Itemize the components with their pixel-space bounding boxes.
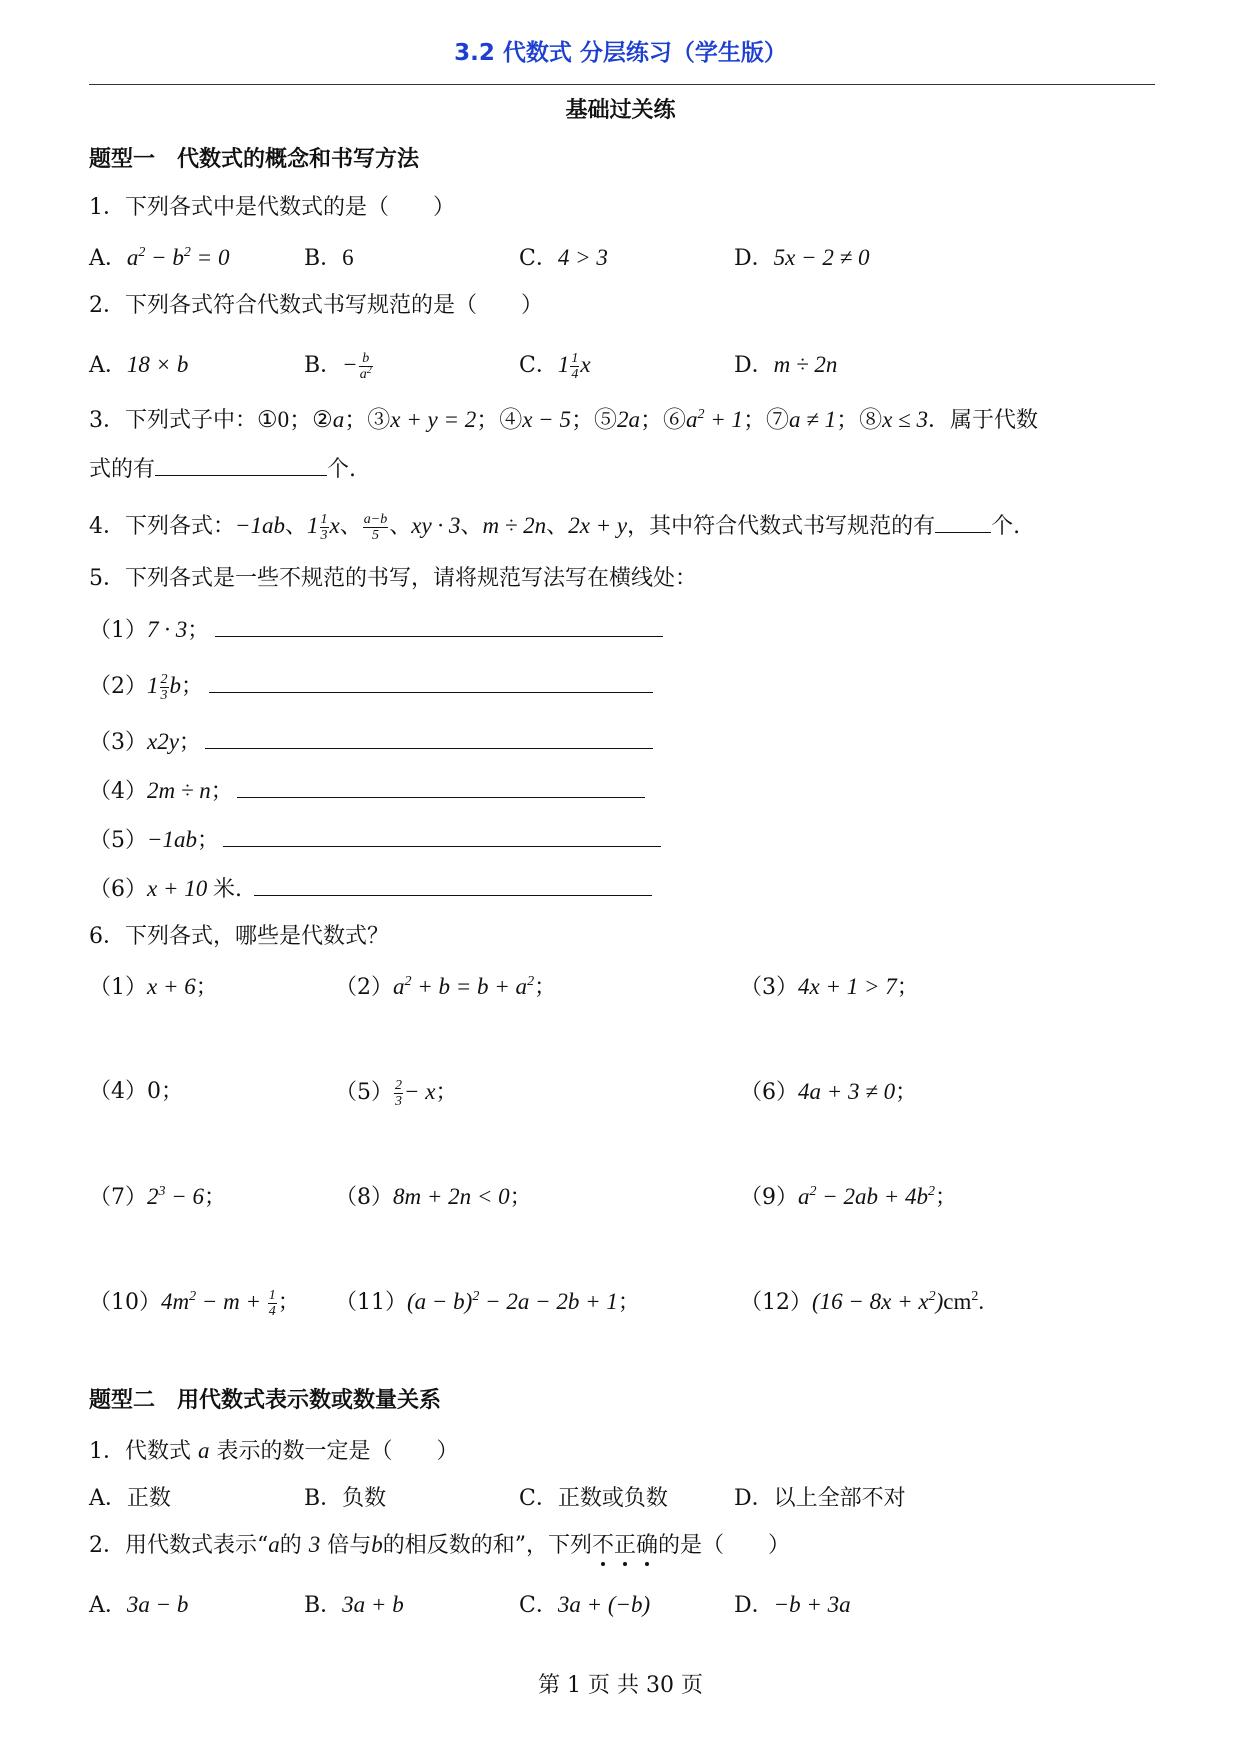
q6-item-1: （1）x + 6； — [89, 974, 218, 1000]
q5-blank-1[interactable] — [215, 614, 663, 637]
q1-stem: 1．下列各式中是代数式的是（ ） — [89, 195, 455, 220]
q3-line2: 式的有 个. — [89, 453, 356, 485]
q6-item-3: （3）4x + 1 > 7； — [740, 974, 919, 1000]
q1-option-a: A．$a^2 - b^2 = 0$ — [89, 245, 230, 271]
q6-item-8: （8）8m + 2n < 0； — [335, 1184, 532, 1210]
header-rule — [89, 84, 1155, 85]
q1-option-d: D．5x − 2 ≠ 0 — [734, 245, 870, 271]
q6-item-10: $(10)4m^2 - m$ + $\frac{1}{4}$ ； — [89, 1288, 300, 1320]
section-heading: 基础过关练 — [565, 98, 676, 123]
q5-blank-6[interactable] — [254, 873, 652, 896]
q2-stem: 2．下列各式符合代数式书写规范的是（ ） — [89, 293, 543, 318]
type1-title: 题型一 代数式的概念和书写方法 — [89, 147, 420, 172]
q1-option-b: B．6 — [304, 245, 354, 271]
q2-option-c: C．1 $\frac{1}{4}$ x — [519, 351, 591, 383]
q3-answer-blank[interactable] — [155, 453, 327, 476]
t2-q2-option-a: A．3a − b — [89, 1592, 189, 1618]
q5-blank-4[interactable] — [237, 775, 645, 798]
q6-item-6: （6）4a + 3 ≠ 0； — [740, 1079, 918, 1105]
t2-q1-option-c: C．正数或负数 — [519, 1486, 668, 1511]
q5-blank-5[interactable] — [223, 824, 661, 847]
q5-item-3: （3）x2y； — [89, 726, 653, 758]
page-title: 3.2 代数式 分层练习（学生版） — [454, 40, 787, 66]
q5-item-5: （5）−1ab； — [89, 824, 661, 856]
t2-q2-option-d: D．−b + 3a — [734, 1592, 851, 1618]
t2-q1-option-a: A．正数 — [89, 1486, 171, 1511]
t2-q1-stem: 1．代数式 a 表示的数一定是（ ） — [89, 1438, 459, 1464]
type2-title: 题型二 用代数式表示数或数量关系 — [89, 1388, 442, 1413]
q5-item-4: （4）2m ÷ n； — [89, 775, 645, 807]
page-footer: 第 1 页 共 30 页 — [538, 1673, 703, 1698]
q6-item-11: $(11)(a - b)^2 - 2a - 2b + 1$； — [335, 1289, 640, 1315]
q6-item-12: $(12)(16 - 8x + x^2)cm^2$. — [740, 1289, 985, 1315]
t2-q2-option-c: C．3a + (−b) — [519, 1592, 651, 1618]
q5-item-6: （6）x + 10 米. — [89, 873, 652, 905]
q4-answer-blank[interactable] — [935, 510, 991, 533]
q6-item-2: $(2)a^2 + b = b + a^2$； — [335, 974, 557, 1000]
q5-item-2: （2）1 $\frac{2}{3}$ b； — [89, 670, 653, 703]
q1-option-c: C．4 > 3 — [519, 245, 608, 271]
q6-item-4: （4）0； — [89, 1079, 183, 1104]
emphasis-text: 不正确 — [592, 1533, 659, 1558]
q6-item-5: （5） $\frac{2}{3}$ − x； — [335, 1078, 458, 1110]
t2-q2-stem: 2．用代数式表示“a的 3 倍与b的相反数的和”，下列不正确的是（ ） — [89, 1532, 791, 1558]
t2-q1-option-d: D．以上全部不对 — [734, 1486, 906, 1511]
q2-option-a: A．18 × b — [89, 352, 189, 378]
q6-item-9: $(9)a^2 - 2ab + 4b^2$； — [740, 1184, 958, 1210]
q4-line: 4．下列各式：−1ab、1 $\frac{1}{3}$ x、 $\frac{a-b}{5}$ 、xy · 3、m ÷ 2n、2x + y，其中符合代数式书写规范的有 个. — [89, 510, 1020, 543]
q6-stem: 6．下列各式，哪些是代数式？ — [89, 924, 389, 949]
t2-q1-option-b: B．负数 — [304, 1486, 387, 1511]
q5-blank-3[interactable] — [205, 726, 653, 749]
q2-option-b: B．− $\frac{b}{a^2}$ — [304, 351, 372, 383]
q2-option-d: D．m ÷ 2n — [734, 352, 838, 378]
q5-stem: 5．下列各式是一些不规范的书写，请将规范写法写在横线处： — [89, 566, 697, 591]
q5-blank-2[interactable] — [209, 670, 653, 693]
q5-item-1: （1）7 · 3； — [89, 614, 663, 646]
t2-q2-option-b: B．3a + b — [304, 1592, 404, 1618]
q3-line1: 3．下列式子中：①0；②a；③x + y = 2；④x − 5；⑤2a；$⑥a^2 + 1$；⑦a ≠ 1；⑧x ≤ 3．属于代数 — [89, 407, 1038, 433]
q6-item-7: $(7)2^3 - 6$； — [89, 1184, 227, 1210]
